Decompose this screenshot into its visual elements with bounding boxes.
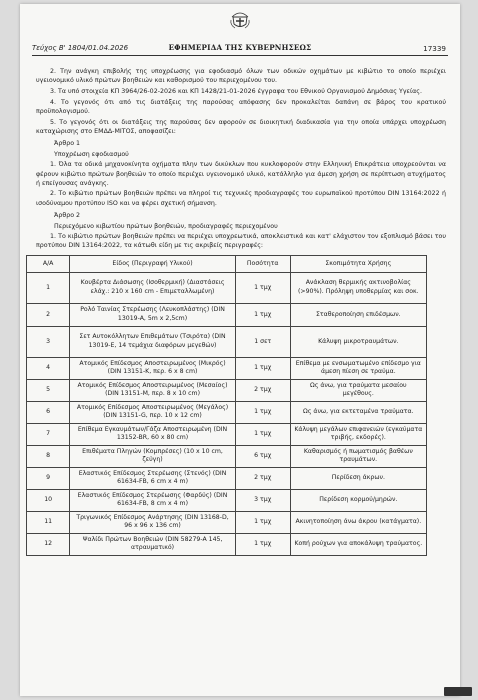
- table-cell-item: Ελαστικός Επίδεσμος Στερέωσης (Φαρδύς) (DIN 61634-FB, 8 cm x 4 m): [70, 489, 235, 511]
- table-header-row: [27, 255, 427, 272]
- table-cell-qty: 1 τμχ: [235, 303, 290, 326]
- first-aid-items-table: [26, 255, 427, 556]
- gazette-title: ΕΦΗΜΕΡΙΔΑ ΤΗΣ ΚΥΒΕΡΝΗΣΕΩΣ: [168, 43, 312, 52]
- table-cell-n: 6: [27, 401, 70, 423]
- table-cell-n: 10: [27, 489, 70, 511]
- paragraph: 2. Το κιβώτιο πρώτων βοηθειών πρέπει να πληροί τις τεχνικές προδιαγραφές του ευρωπαϊκού προτύπου DIN 13164:2022 ή ισοδύναμου προτύπου ISO και να φέρει σχετική σήμανση.: [36, 190, 446, 207]
- table-cell-item: Επίθεμα Εγκαυμάτων/Γάζα Αποστειρωμένη (DIN 13152-BR, 60 x 80 cm): [70, 423, 235, 445]
- table-cell-item: Ατομικός Επίδεσμος Αποστειρωμένος (Μεσαίος) (DIN 13151-M, περ. 8 x 10 cm): [70, 379, 235, 401]
- table-cell-use: Ακινητοποίηση άνω άκρου (κατάγματα).: [290, 511, 426, 533]
- article-1-heading: Άρθρο 1: [54, 139, 81, 147]
- table-cell-use: Σταθεροποίηση επιδέσμων.: [290, 303, 426, 326]
- table-cell-item: Τριγωνικός Επίδεσμος Ανάρτησης (DIN 13168-D, 96 x 96 x 136 cm): [70, 511, 235, 533]
- page-number: 17339: [423, 44, 446, 53]
- table-cell-use: Κάλυψη μεγάλων επιφανειών (εγκαύματα τριβής, εκδορές).: [290, 423, 426, 445]
- table-cell-qty: 1 τμχ: [235, 357, 290, 379]
- table-cell-qty: 1 τμχ: [235, 272, 290, 303]
- table-cell-n: 4: [27, 357, 70, 379]
- article-2-subtitle: Περιεχόμενο κιβωτίου πρώτων βοηθειών, προδιαγραφές περιεχομένου: [54, 222, 278, 230]
- table-row: [27, 272, 427, 303]
- greek-coat-of-arms-icon: [229, 8, 251, 30]
- table-cell-qty: 1 σετ: [235, 326, 290, 357]
- paragraph: 1. Όλα τα οδικά μηχανοκίνητα οχήματα πλην των δικύκλων που κυκλοφορούν στην Ελληνική Επικράτεια υποχρεούνται να φέρουν κιβώτιο πρώτων βοηθειών το οποίο περιέχει υγειονομικό υλικό, κατάλληλο για άμεση χρήση σε περίπτωση ατυχήματος ή επείγουσας ανάγκης.: [36, 161, 446, 187]
- table-row: [27, 445, 427, 467]
- table-cell-qty: 3 τμχ: [235, 489, 290, 511]
- gazette-page: [20, 4, 460, 696]
- table-cell-n: 2: [27, 303, 70, 326]
- table-cell-item: Ατομικός Επίδεσμος Αποστειρωμένος (Μεγάλος) (DIN 13151-G, περ. 10 x 12 cm): [70, 401, 235, 423]
- table-cell-use: Ως άνω, για τραύματα μεσαίου μεγέθους.: [290, 379, 426, 401]
- table-row: [27, 511, 427, 533]
- table-cell-n: 5: [27, 379, 70, 401]
- table-cell-item: Ψαλίδι Πρώτων Βοηθειών (DIN 58279-A 145, ατραυματικό): [70, 533, 235, 555]
- paragraph: 2. Την ανάγκη επιβολής της υποχρέωσης για εφοδιασμό όλων των οδικών οχημάτων με κιβώτιο το οποίο περιέχει υγειονομικό υλικό πρώτων βοηθειών και καθορισμού του περιεχομένου του.: [36, 68, 446, 85]
- table-cell-qty: 6 τμχ: [235, 445, 290, 467]
- table-cell-item: Κουβέρτα Διάσωσης (Ισοθερμική) (Διαστάσεις ελάχ.: 210 x 160 cm - Επιμεταλλωμένη): [70, 272, 235, 303]
- issue-number: Τεύχος Β' 1804/01.04.2026: [32, 44, 129, 52]
- table-cell-use: Κάλυψη μικροτραυμάτων.: [290, 326, 426, 357]
- table-cell-n: 12: [27, 533, 70, 555]
- table-row: [27, 303, 427, 326]
- column-header: Α/Α: [27, 255, 70, 272]
- table-row: [27, 467, 427, 489]
- table-cell-item: Ατομικός Επίδεσμος Αποστειρωμένος (Μικρός) (DIN 13151-K, περ. 6 x 8 cm): [70, 357, 235, 379]
- table-cell-n: 8: [27, 445, 70, 467]
- table-cell-n: 7: [27, 423, 70, 445]
- paragraph: 1. Το κιβώτιο πρώτων βοηθειών πρέπει να περιέχει υποχρεωτικά, αποκλειστικά και κατ' ελάχιστον τον εξοπλισμό βάσει του προτύπου DIN 13164:2022, τα κάτωθι είδη με τις ακριβείς περιγραφές:: [36, 233, 446, 250]
- table-cell-qty: 2 τμχ: [235, 467, 290, 489]
- paragraph: 4. Το γεγονός ότι από τις διατάξεις της παρούσας απόφασης δεν προκαλείται δαπάνη σε βάρος του κρατικού προϋπολογισμού.: [36, 98, 446, 115]
- table-cell-item: Σετ Αυτοκόλλητων Επιθεμάτων (Τσιρότα) (DIN 13019-E, 14 τεμάχια διαφόρων μεγεθών): [70, 326, 235, 357]
- article-1-subtitle: Υποχρέωση εφοδιασμού: [54, 150, 129, 158]
- paragraph: 5. Το γεγονός ότι οι διατάξεις της παρούσας δεν αφορούν σε διοικητική διαδικασία για την οποία υπάρχει υποχρέωση καταχώρισης στο ΕΜΔΔ-ΜΙΤΟΣ, αποφασίζει:: [36, 118, 446, 135]
- table-row: [27, 379, 427, 401]
- table-row: [27, 489, 427, 511]
- table-cell-qty: 1 τμχ: [235, 511, 290, 533]
- table-cell-use: Ως άνω, για εκτεταμένα τραύματα.: [290, 401, 426, 423]
- table-cell-use: Περίδεση κορμού/μηρών.: [290, 489, 426, 511]
- table-row: [27, 533, 427, 555]
- table-cell-item: Επιθέματα Πληγών (Κομπρέσες) (10 x 10 cm, ζεύγη): [70, 445, 235, 467]
- table-cell-item: Ρολό Ταινίας Στερέωσης (Λευκοπλάστης) (DIN 13019-A, 5m x 2,5cm): [70, 303, 235, 326]
- table-row: [27, 326, 427, 357]
- table-cell-use: Περίδεση άκρων.: [290, 467, 426, 489]
- column-header: Είδος (Περιγραφή Υλικού): [70, 255, 235, 272]
- table-cell-use: Επίθεμα με ενσωματωμένο επίδεσμο για άμεση πίεση σε τραύμα.: [290, 357, 426, 379]
- scanner-app-watermark: [444, 687, 472, 696]
- article-2-heading: Άρθρο 2: [54, 211, 81, 219]
- table-cell-use: Καθαρισμός ή πωματισμός βαθέων τραυμάτων.: [290, 445, 426, 467]
- table-cell-qty: 2 τμχ: [235, 379, 290, 401]
- document-body: [20, 59, 460, 251]
- table-cell-n: 3: [27, 326, 70, 357]
- table-cell-n: 11: [27, 511, 70, 533]
- header-divider: [32, 55, 448, 56]
- paragraph: 3. Τα υπό στοιχεία ΚΠ 3964/26-02-2026 και ΚΠ 1428/21-01-2026 έγγραφα του Εθνικού Οργανισμού Δημόσιας Υγείας.: [50, 87, 422, 95]
- table-row: [27, 401, 427, 423]
- page-header: [20, 4, 460, 59]
- table-cell-use: Κοπή ρούχων για αποκάλυψη τραύματος.: [290, 533, 426, 555]
- table-row: [27, 357, 427, 379]
- column-header: Σκοπιμότητα Χρήσης: [290, 255, 426, 272]
- table-cell-qty: 1 τμχ: [235, 401, 290, 423]
- table-row: [27, 423, 427, 445]
- table-cell-qty: 1 τμχ: [235, 423, 290, 445]
- table-cell-item: Ελαστικός Επίδεσμος Στερέωσης (Στενός) (DIN 61634-FB, 6 cm x 4 m): [70, 467, 235, 489]
- table-cell-n: 9: [27, 467, 70, 489]
- table-cell-use: Ανάκλαση θερμικής ακτινοβολίας (>90%). Πρόληψη υποθερμίας και σοκ.: [290, 272, 426, 303]
- column-header: Ποσότητα: [235, 255, 290, 272]
- table-cell-qty: 1 τμχ: [235, 533, 290, 555]
- table-cell-n: 1: [27, 272, 70, 303]
